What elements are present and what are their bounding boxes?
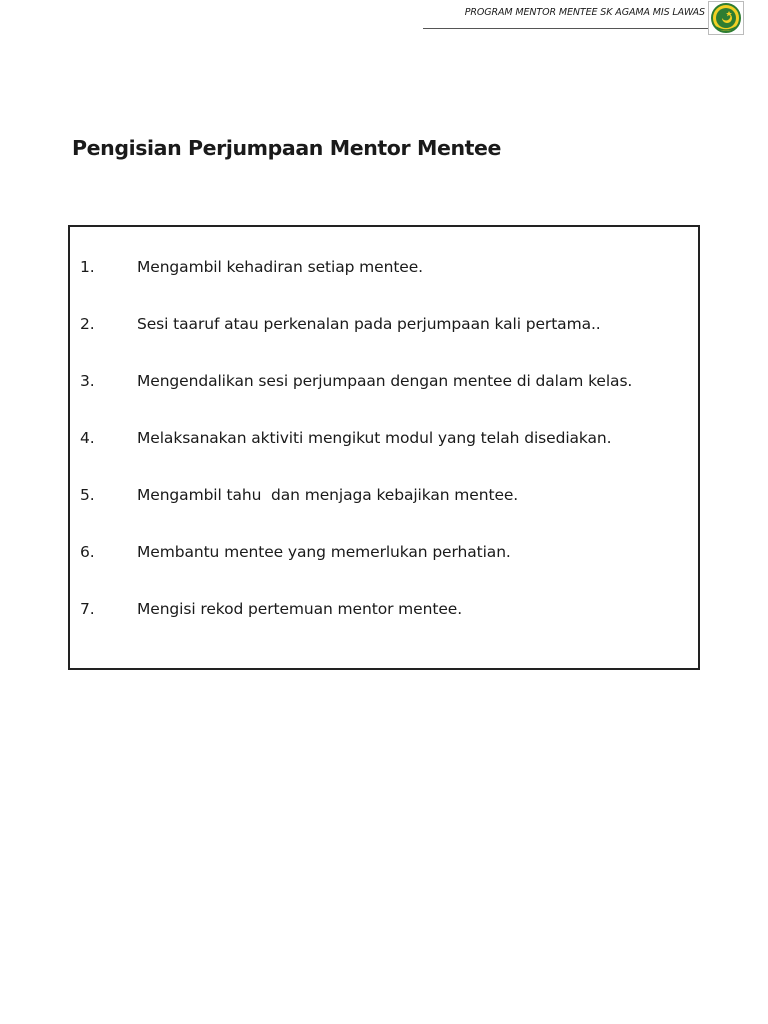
step-number: 6. — [80, 543, 95, 561]
step-text: Mengendalikan sesi perjumpaan dengan mentee di dalam kelas. — [137, 372, 633, 390]
list-item — [70, 540, 698, 564]
step-text: Mengisi rekod pertemuan mentor mentee. — [137, 600, 463, 618]
list-item — [70, 483, 698, 507]
step-text: Sesi taaruf atau perkenalan pada perjumpaan kali pertama.. — [137, 315, 601, 333]
step-number: 3. — [80, 372, 95, 390]
step-number: 7. — [80, 600, 95, 618]
header-program-text: PROGRAM MENTOR MENTEE SK AGAMA MIS LAWAS — [464, 7, 705, 18]
step-text: Mengambil tahu dan menjaga kebajikan mentee. — [137, 486, 519, 504]
list-item — [70, 597, 698, 621]
list-item — [70, 369, 698, 393]
step-number: 1. — [80, 258, 95, 276]
page-title: Pengisian Perjumpaan Mentor Mentee — [72, 136, 502, 160]
step-number: 4. — [80, 429, 95, 447]
steps-box — [68, 225, 700, 670]
page-header — [423, 0, 768, 36]
step-text: Membantu mentee yang memerlukan perhatian. — [137, 543, 511, 561]
step-number: 5. — [80, 486, 95, 504]
step-text: Melaksanakan aktiviti mengikut modul yang telah disediakan. — [137, 429, 612, 447]
step-number: 2. — [80, 315, 95, 333]
list-item — [70, 255, 698, 279]
header-rule — [423, 28, 713, 29]
list-item — [70, 426, 698, 450]
list-item — [70, 312, 698, 336]
school-logo-icon — [708, 1, 744, 35]
step-text: Mengambil kehadiran setiap mentee. — [137, 258, 423, 276]
